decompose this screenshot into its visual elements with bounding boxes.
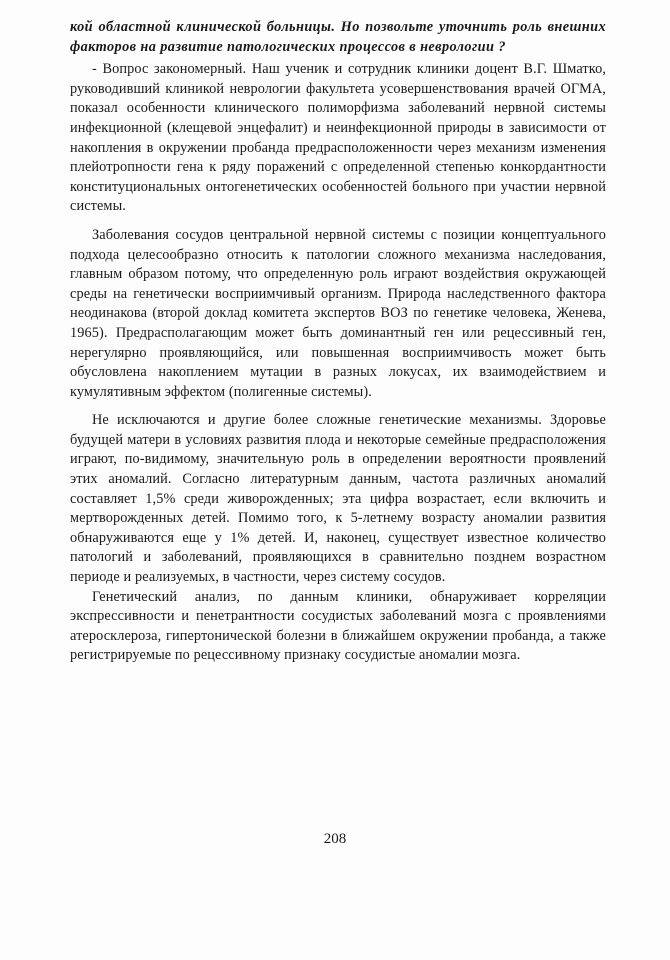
answer-paragraph-4: Генетический анализ, по данным клиники, обнаруживает корреляции экспрессивности и пенетрантности сосудистых заболеваний мозга с проявлениями атеросклероза, гипертонической болезни в ближайшем окружении пробанда, а также регистрируемые по рецессивному признаку сосудистые аномалии мозга.: [70, 588, 606, 664]
page-number: 208: [323, 831, 347, 847]
interview-question: кой областной клинической больницы. Но позвольте уточнить роль внешних факторов на развитие патологических процессов в неврологии ?: [70, 19, 606, 55]
answer-paragraph-3: Не исключаются и другие более сложные генетические механизмы. Здоровье будущей матери в условиях развития плода и некоторые семейные предрасположения играют, по-видимому, значительную роль в определении вероятности проявлений этих аномалий. Согласно литературным данным, частота различных аномалий составляет 1,5% среди живорожденных; эта цифра возрастает, если включить и мертворожденных детей. Помимо того, к 5-летнему возрасту аномалии развития обнаруживаются еще у 1% детей. И, наконец, существует известное количество патологий и заболеваний, проявляющихся в сравнительно позднем возрастном периоде и реализуемых, в частности, через систему сосудов.: [70, 412, 606, 586]
answer-paragraph-1: - Вопрос закономерный. Наш ученик и сотрудник клиники доцент В.Г. Шматко, руководивший клиникой неврологии факультета усовершенствования врачей ОГМА, показал особенности клинического полиморфизма заболеваний нервной системы инфекционной (клещевой энцефалит) и неинфекционной природы в зависимости от накопления в окружении пробанда предрасположенности через механизм изменения плейотропности гена к ряду поражений с определенной степенью конкордантности конституциональных онтогенетических особенностей больного при участии нервной системы.: [70, 61, 606, 215]
page-body: [70, 18, 606, 666]
answer-paragraph-2: Заболевания сосудов центральной нервной системы с позиции концептуального подхода целесообразно относить к патологии сложного механизма наследования, главным образом потому, что определенную роль играют воздействия окружающей среды на генетически восприимчивый организм. Природа наследственного фактора неодинакова (второй доклад комитета экспертов ВОЗ по генетике человека, Женева, 1965). Предрасполагающим может быть доминантный ген или рецессивный ген, нерегулярно проявляющийся, или повышенная восприимчивость может быть обусловлена накоплением мутации в разных локусах, их взаимодействием и кумулятивным эффектом (полигенные системы).: [70, 226, 606, 400]
